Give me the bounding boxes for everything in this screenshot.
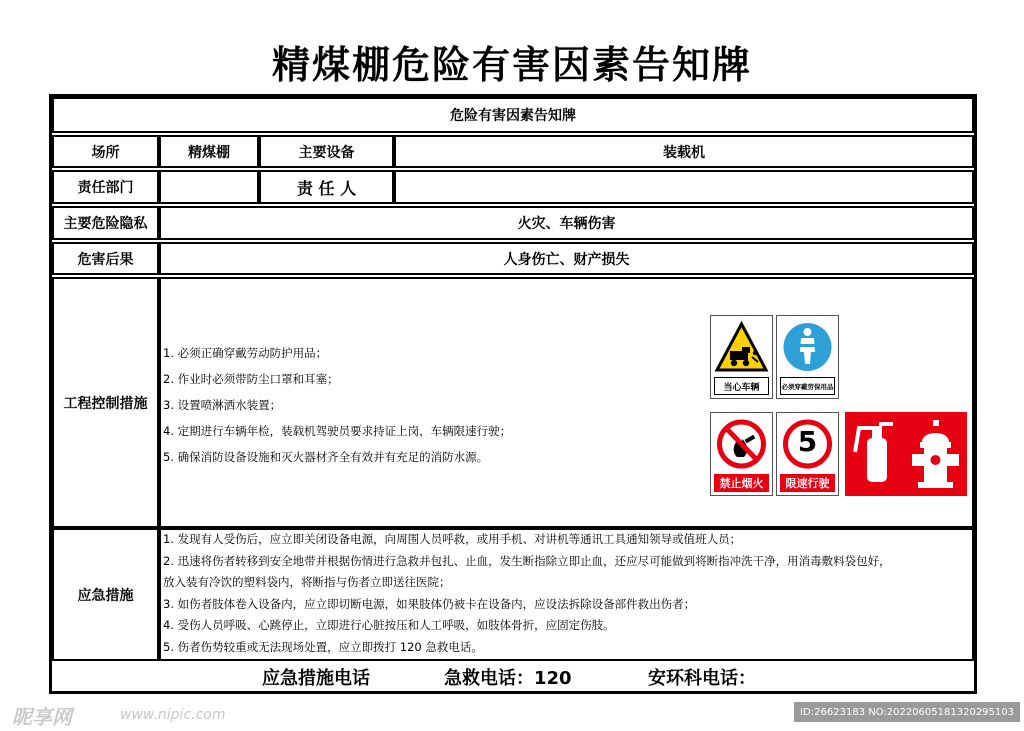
- board-header: 危险有害因素告知牌: [52, 97, 974, 133]
- consequence-value: 人身伤亡、财产损失: [159, 242, 974, 275]
- no-fire-caption: 禁止烟火: [714, 474, 769, 492]
- notice-board: [49, 94, 977, 694]
- dept-value: [159, 170, 259, 204]
- engineering-item: 3. 设置喷淋洒水装置；: [163, 398, 282, 412]
- page-title: 精煤棚危险有害因素告知牌: [271, 43, 752, 87]
- watermark-logo: 昵享网: [12, 705, 72, 729]
- fire-hydrant-icon: [904, 412, 967, 496]
- fire-extinguisher-icon: [845, 412, 907, 496]
- caution-vehicle-sign: [710, 315, 773, 399]
- place-label: 场所: [52, 135, 159, 168]
- person-value: [394, 170, 974, 204]
- emergency-phone-label: 应急措施电话: [262, 668, 370, 689]
- emergency-item: 5. 伤者伤势较重或无法现场处置，应立即拨打 120 急救电话。: [163, 639, 483, 654]
- watermark-id: ID:26623183 NO:20220605181320295103: [794, 702, 1020, 722]
- safety-dept-phone: 安环科电话：: [648, 668, 756, 689]
- engineering-item: 5. 确保消防设备设施和灭火器材齐全有效并有充足的消防水源。: [163, 450, 489, 464]
- wear-ppe-icon: [777, 318, 838, 378]
- consequence-label: 危害后果: [52, 242, 159, 275]
- emergency-item: 3. 如伤者肢体卷入设备内，应立即切断电源，如果肢体仍被卡在设备内，应设法拆除设备部件救出伤者；: [163, 596, 696, 611]
- watermark-bar: [0, 699, 1024, 731]
- dept-label: 责任部门: [52, 170, 159, 204]
- first-aid-phone: 急救电话：120: [444, 668, 572, 689]
- engineering-list: [163, 340, 723, 470]
- wear-ppe-caption: 必须穿戴劳保用品: [780, 377, 835, 395]
- person-label: 责 任 人: [259, 170, 394, 204]
- emergency-list: [163, 529, 969, 658]
- emergency-item: 1. 发现有人受伤后，应立即关闭设备电源，向周围人员呼救，或用手机、对讲机等通讯工具通知领导或值班人员；: [163, 532, 742, 546]
- emergency-item: 放入装有冷饮的塑料袋内，将断指与伤者立即送往医院；: [163, 575, 451, 589]
- equipment-label: 主要设备: [259, 135, 394, 168]
- hazard-value: 火灾、车辆伤害: [159, 206, 974, 240]
- no-fire-icon: [711, 415, 772, 475]
- engineering-item: 4. 定期进行车辆年检，装载机驾驶员要求持证上岗，车辆限速行驶；: [163, 424, 512, 438]
- caution-vehicle-caption: 当心车辆: [714, 377, 769, 395]
- place-value: 精煤棚: [159, 135, 259, 168]
- engineering-label: 工程控制措施: [52, 277, 159, 528]
- speed-limit-sign: [776, 412, 839, 496]
- equipment-value: 装载机: [394, 135, 974, 168]
- warning-vehicle-icon: [711, 318, 772, 378]
- no-fire-sign: [710, 412, 773, 496]
- phone-footer: [52, 663, 974, 691]
- fire-extinguisher-sign: [845, 412, 907, 496]
- emergency-item: 4. 受伤人员呼吸、心跳停止，立即进行心脏按压和人工呼吸，如肢体骨折，应固定伤肢。: [163, 618, 615, 632]
- speed-limit-number: 5: [797, 425, 818, 458]
- watermark-url: www.nipic.com: [120, 707, 226, 723]
- speed-limit-caption: 限速行驶: [780, 474, 835, 492]
- wear-ppe-sign: [776, 315, 839, 399]
- emergency-item: 2. 迅速将伤者转移到安全地带并根据伤情进行急救并包扎、止血，发生断指除立即止血，还应尽可能做到将断指冲洗干净，用消毒敷料袋包好，: [163, 553, 891, 568]
- engineering-item: 2. 作业时必须带防尘口罩和耳塞；: [163, 372, 339, 386]
- fire-hydrant-sign: [904, 412, 967, 496]
- emergency-label: 应急措施: [52, 528, 159, 661]
- engineering-item: 1. 必须正确穿戴劳动防护用品；: [163, 346, 328, 360]
- hazard-label: 主要危险隐私: [52, 206, 159, 240]
